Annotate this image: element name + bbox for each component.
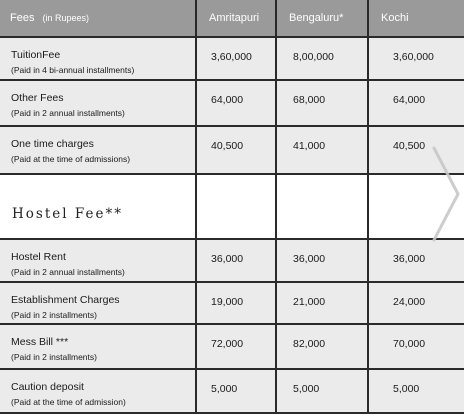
- value-amritapuri: 19,000: [211, 296, 244, 309]
- row-label: Other Fees: [11, 91, 64, 104]
- row-label: Hostel Rent: [11, 250, 66, 263]
- value-kochi: 64,000: [393, 93, 426, 106]
- row-label: Caution deposit: [11, 381, 84, 394]
- header-bengaluru: Bengaluru*: [276, 0, 368, 37]
- value-kochi: 5,000: [393, 383, 420, 396]
- table-row: [0, 37, 464, 80]
- row-label: Establishment Charges: [11, 294, 120, 307]
- header-row: [0, 0, 464, 37]
- value-bengaluru: 36,000: [293, 252, 326, 265]
- row-sublabel: (Paid in 2 annual installments): [11, 107, 125, 118]
- value-amritapuri: 72,000: [211, 337, 244, 350]
- chevron-right-icon[interactable]: [428, 142, 464, 246]
- section-row-hostel: [0, 174, 464, 238]
- value-amritapuri: 64,000: [211, 93, 244, 106]
- table-row: [0, 239, 464, 283]
- table-row: [0, 324, 464, 370]
- row-sublabel: (Paid at the time of admission): [11, 397, 126, 408]
- value-bengaluru: 82,000: [293, 337, 326, 350]
- value-kochi: 3,60,000: [393, 51, 434, 64]
- row-label: One time charges: [11, 137, 94, 150]
- value-bengaluru: 68,000: [293, 93, 326, 106]
- value-bengaluru: 5,000: [293, 383, 320, 396]
- table-row: [0, 80, 464, 126]
- header-fees-label: Fees: [10, 12, 35, 25]
- value-bengaluru: 21,000: [293, 296, 326, 309]
- row-sublabel: (Paid in 4 bi-annual installments): [11, 65, 135, 76]
- header-kochi: Kochi: [368, 0, 464, 37]
- header-fees: [0, 0, 196, 37]
- value-bengaluru: 8,00,000: [293, 51, 334, 64]
- row-label: TuitionFee: [11, 49, 61, 62]
- row-label: Mess Bill ***: [11, 335, 69, 348]
- header-fees-unit: (in Rupees): [42, 13, 89, 24]
- value-kochi: 40,500: [393, 139, 426, 152]
- row-sublabel: (Paid in 2 installments): [11, 310, 97, 321]
- value-kochi: 36,000: [393, 252, 426, 265]
- section-title: Hostel Fee**: [12, 206, 123, 223]
- row-sublabel: (Paid at the time of admissions): [11, 153, 131, 164]
- value-kochi: 70,000: [393, 337, 426, 350]
- value-amritapuri: 5,000: [211, 383, 238, 396]
- value-kochi: 24,000: [393, 296, 426, 309]
- table-row: [0, 126, 464, 175]
- value-amritapuri: 40,500: [211, 139, 244, 152]
- header-amritapuri: Amritapuri: [196, 0, 276, 37]
- row-sublabel: (Paid in 2 annual installments): [11, 266, 125, 277]
- table-row: [0, 369, 464, 413]
- row-sublabel: (Paid in 2 installments): [11, 351, 97, 362]
- value-amritapuri: 3,60,000: [211, 51, 252, 64]
- value-bengaluru: 41,000: [293, 139, 326, 152]
- value-amritapuri: 36,000: [211, 252, 244, 265]
- table-row: [0, 282, 464, 324]
